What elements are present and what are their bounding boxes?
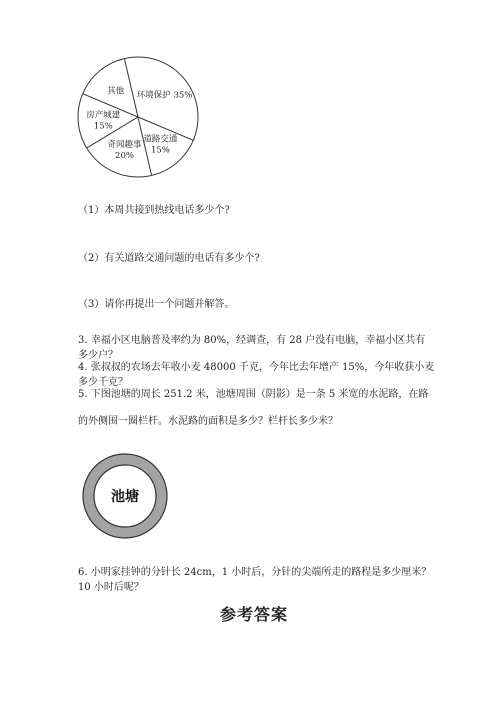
question-5-line-1: 5. 下图池塘的周长 251.2 米，池塘周围（阴影）是一条 5 米宽的水泥路，在路 <box>78 389 429 400</box>
sub-question-1: （1）本周共接到热线电话多少个? <box>78 205 230 216</box>
question-3-line-2: 多少户？ <box>78 350 118 361</box>
pie-slice-label-0: 环境保护 35% <box>136 90 193 101</box>
answer-section-title: 参考答案 <box>220 605 289 624</box>
pond-ring-diagram <box>74 445 176 547</box>
question-4-line-2: 多少千克？ <box>78 377 128 388</box>
pie-slice-label-1: 道路交通 15% <box>143 134 178 156</box>
question-4-line-1: 4. 张叔叔的农场去年收小麦 48000 千克，今年比去年增产 15%，今年收获小麦 <box>78 362 435 373</box>
pie-slice-label-3: 房产城建 15% <box>86 110 121 132</box>
pie-slice-label-2: 奇闻趣事 20% <box>107 140 142 162</box>
sub-question-2: （2）有关道路交通问题的电话有多少个? <box>78 253 260 264</box>
question-3-line-1: 3. 幸福小区电脑普及率约为 80%，经调查，有 28 户没有电脑，幸福小区共有 <box>78 335 426 346</box>
question-6-line-1: 6. 小明家挂钟的分针长 24cm，1 小时后，分针的尖端所走的路程是多少厘米？ <box>78 567 432 578</box>
pie-chart <box>70 55 210 185</box>
question-6-line-2: 10 小时后呢？ <box>78 582 144 593</box>
pond-label: 池塘 <box>111 489 139 505</box>
question-5-line-2: 的外侧围一圈栏杆。水泥路的面积是多少？栏杆长多少米？ <box>78 416 338 427</box>
pie-slice-label-4: 其他 <box>107 86 125 97</box>
sub-question-3: （3）请你再提出一个问题并解答。 <box>78 299 235 310</box>
